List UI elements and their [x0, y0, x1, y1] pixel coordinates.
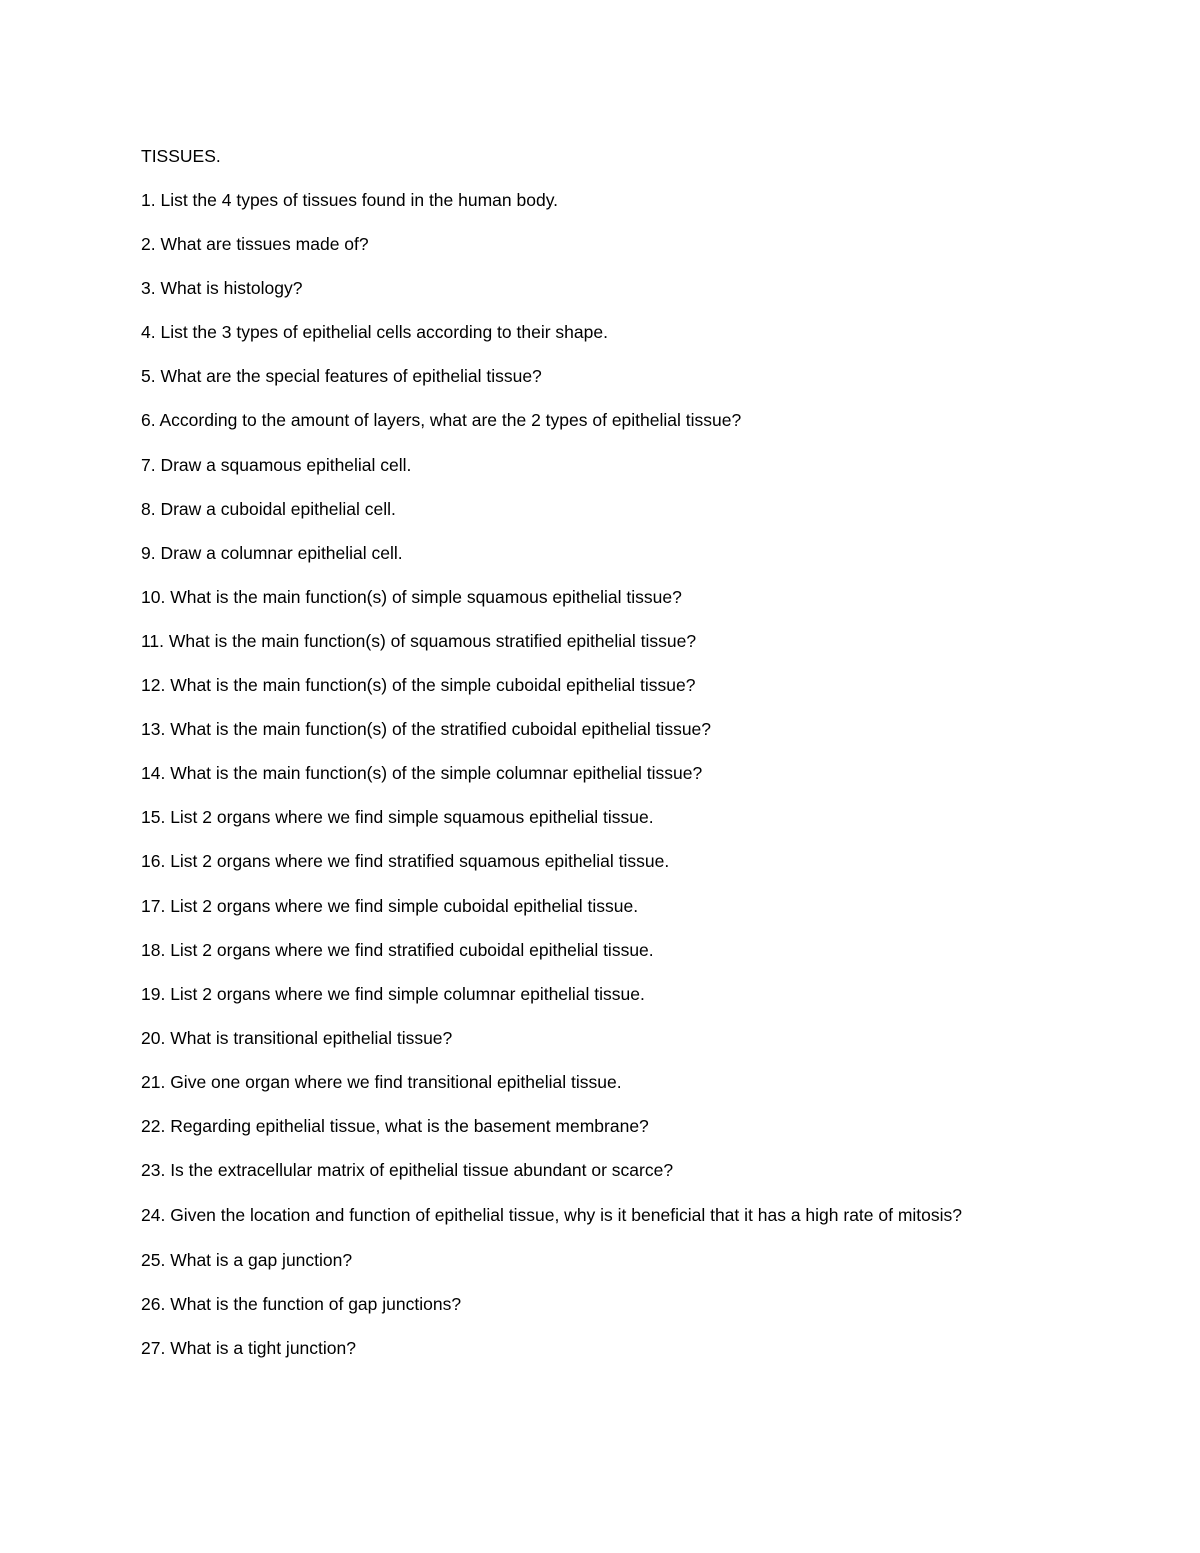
question-10: 10. What is the main function(s) of simple squamous epithelial tissue? [141, 586, 682, 607]
question-1: 1. List the 4 types of tissues found in the human body. [141, 190, 559, 210]
question-7: 7. Draw a squamous epithelial cell. [141, 454, 412, 475]
question-4: 4. List the 3 types of epithelial cells according to their shape. [141, 322, 608, 343]
document-content [141, 143, 1021, 1380]
question-5: 5. What are the special features of epithelial tissue? [141, 366, 542, 387]
question-3: 3. What is histology? [141, 278, 303, 299]
question-22: 22. Regarding epithelial tissue, what is the basement membrane? [141, 1115, 649, 1136]
question-17: 17. List 2 organs where we find simple cuboidal epithelial tissue. [141, 895, 639, 916]
question-9: 9. Draw a columnar epithelial cell. [141, 542, 403, 563]
question-25: 25. What is a gap junction? [141, 1250, 353, 1271]
question-27: 27. What is a tight junction? [141, 1338, 356, 1359]
question-21: 21. Give one organ where we find transitional epithelial tissue. [141, 1071, 622, 1092]
question-8: 8. Draw a cuboidal epithelial cell. [141, 498, 396, 519]
question-26: 26. What is the function of gap junctions? [141, 1294, 462, 1315]
question-11: 11. What is the main function(s) of squamous stratified epithelial tissue? [141, 630, 697, 651]
document-title: TISSUES. [141, 146, 221, 166]
question-6: 6. According to the amount of layers, what are the 2 types of epithelial tissue? [141, 410, 742, 431]
question-2: 2. What are tissues made of? [141, 234, 369, 255]
question-16: 16. List 2 organs where we find stratified squamous epithelial tissue. [141, 851, 670, 872]
question-14: 14. What is the main function(s) of the simple columnar epithelial tissue? [141, 763, 703, 784]
question-list [141, 187, 1021, 1361]
question-18: 18. List 2 organs where we find stratified cuboidal epithelial tissue. [141, 939, 654, 960]
question-24: 24. Given the location and function of epithelial tissue, why is it beneficial that it has a high rate of mitosis? [141, 1205, 963, 1226]
question-20: 20. What is transitional epithelial tissue? [141, 1027, 453, 1048]
question-13: 13. What is the main function(s) of the stratified cuboidal epithelial tissue? [141, 719, 712, 740]
question-12: 12. What is the main function(s) of the simple cuboidal epithelial tissue? [141, 675, 696, 696]
question-15: 15. List 2 organs where we find simple squamous epithelial tissue. [141, 807, 654, 828]
question-19: 19. List 2 organs where we find simple columnar epithelial tissue. [141, 983, 645, 1004]
question-23: 23. Is the extracellular matrix of epithelial tissue abundant or scarce? [141, 1160, 674, 1181]
